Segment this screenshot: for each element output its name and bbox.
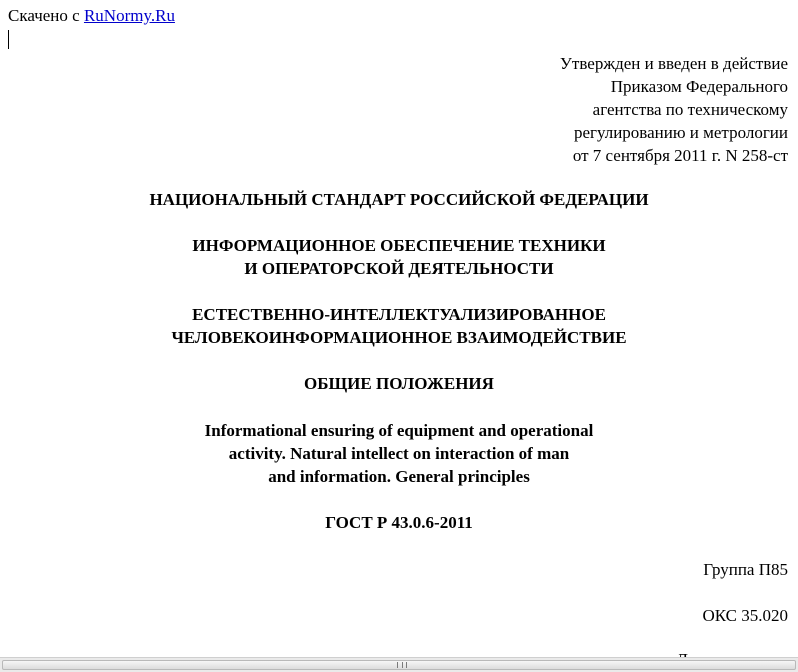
heading-line: НАЦИОНАЛЬНЫЙ СТАНДАРТ РОССИЙСКОЙ ФЕДЕРАЦИИ (149, 190, 649, 209)
scrollbar-thumb[interactable] (2, 660, 796, 670)
grip-icon (397, 662, 407, 668)
approval-line: регулированию и метрологии (573, 123, 788, 142)
heading-line: ЧЕЛОВЕКОИНФОРМАЦИОННОЕ ВЗАИМОДЕЙСТВИЕ (171, 328, 627, 347)
heading-line: activity. Natural intellect on interaction of man (228, 444, 570, 463)
heading-line: И ОПЕРАТОРСКОЙ ДЕЯТЕЛЬНОСТИ (244, 259, 554, 278)
horizontal-scrollbar[interactable] (0, 657, 798, 672)
gost-number (0, 511, 798, 534)
oks-code: ОКС 35.020 (702, 606, 788, 625)
heading-line: ОБЩИЕ ПОЛОЖЕНИЯ (304, 374, 494, 393)
heading-line: Informational ensuring of equipment and operational (204, 421, 594, 440)
source-line (8, 5, 175, 27)
english-title (0, 419, 798, 488)
source-link[interactable]: RuNormy.Ru (83, 6, 175, 25)
info-heading (0, 234, 798, 280)
natural-interaction-heading (0, 303, 798, 349)
heading-line: ГОСТ Р 43.0.6-2011 (325, 513, 473, 532)
approval-line: Утвержден и введен в действие (559, 54, 788, 73)
general-provisions-heading (0, 372, 798, 395)
approval-line: Приказом Федерального (610, 77, 788, 96)
approval-block (560, 52, 788, 167)
approval-line: агентства по техническому (592, 100, 788, 119)
text-caret (8, 30, 9, 49)
approval-line: от 7 сентября 2011 г. N 258-ст (572, 146, 788, 165)
source-prefix: Скачено с (8, 6, 80, 25)
heading-line: ИНФОРМАЦИОННОЕ ОБЕСПЕЧЕНИЕ ТЕХНИКИ (192, 236, 606, 255)
heading-line: ЕСТЕСТВЕННО-ИНТЕЛЛЕКТУАЛИЗИРОВАННОЕ (192, 305, 606, 324)
national-standard-heading (0, 188, 798, 211)
group-code: Группа П85 (703, 560, 788, 579)
heading-line: and information. General principles (268, 467, 530, 486)
